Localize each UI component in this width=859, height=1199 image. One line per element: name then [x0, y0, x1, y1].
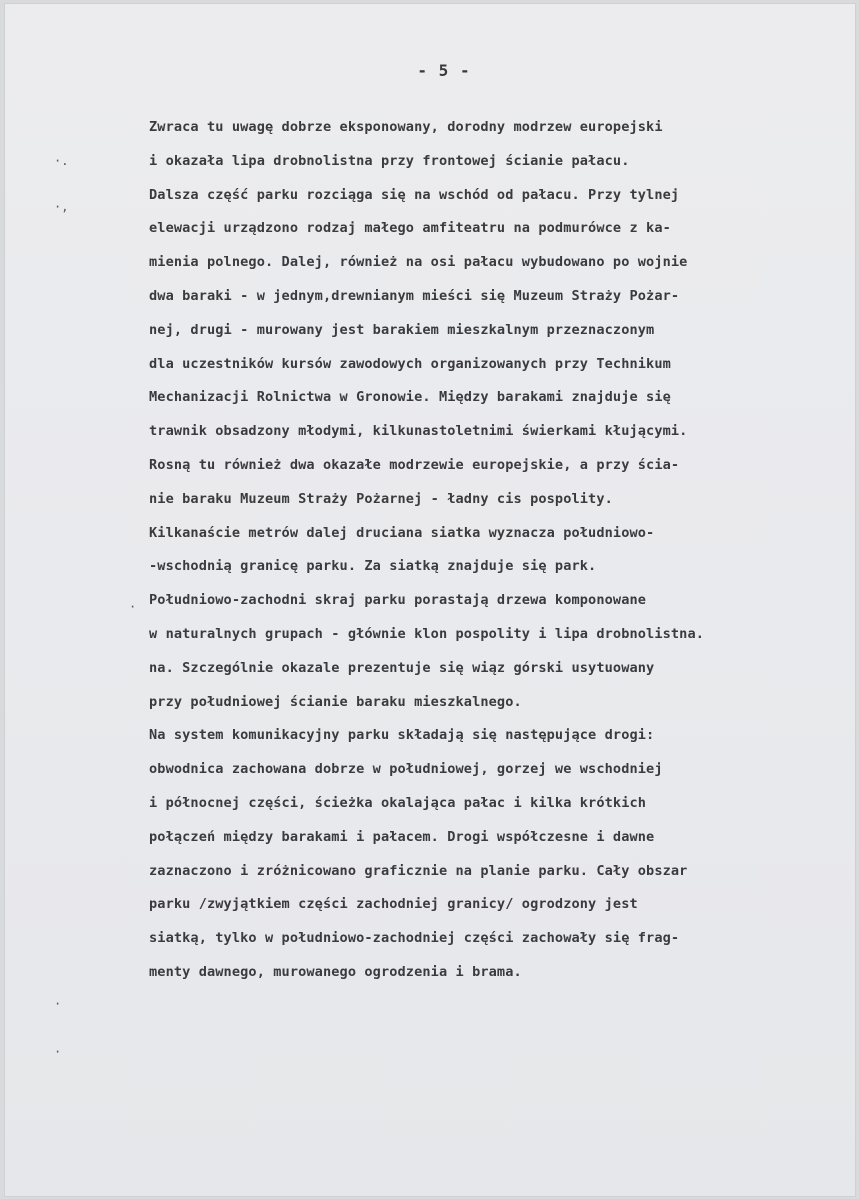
- text-line: i północnej części, ścieżka okalająca pałac i kilka krótkich: [149, 794, 647, 811]
- text-line: obwodnica zachowana dobrze w południowej, gorzej we wschodniej: [149, 761, 663, 778]
- text-line: nie baraku Muzeum Straży Pożarnej - ładny cis pospolity.: [149, 490, 613, 507]
- text-line: Mechanizacji Rolnictwa w Gronowie. Między barakami znajduje się: [149, 389, 671, 406]
- margin-speck: ·,: [54, 200, 69, 214]
- page-number: - 5 -: [417, 61, 471, 80]
- text-line: połączeń między barakami i pałacem. Drogi współczesne i dawne: [149, 828, 655, 845]
- margin-speck: ·: [129, 600, 137, 614]
- text-line: Na system komunikacyjny parku składają się następujące drogi:: [149, 727, 655, 744]
- margin-speck: ·: [54, 1045, 62, 1059]
- margin-speck: ·: [54, 997, 62, 1011]
- text-line: Zwraca tu uwagę dobrze eksponowany, dorodny modrzew europejski: [149, 119, 663, 135]
- text-line: mienia polnego. Dalej, również na osi pałacu wybudowano po wojnie: [149, 254, 688, 271]
- margin-speck: ·.: [54, 154, 69, 168]
- text-line: Południowo-zachodni skraj parku porastają drzewa komponowane: [149, 592, 647, 609]
- text-line: przy południowej ścianie baraku mieszkalnego.: [149, 693, 522, 710]
- typewritten-page: [4, 3, 856, 1197]
- text-line: Kilkanaście metrów dalej druciana siatka wyznacza południowo-: [149, 524, 655, 541]
- text-line: elewacji urządzono rodzaj małego amfiteatru na podmurówce z ka-: [149, 220, 671, 237]
- text-line: Rosną tu również dwa okazałe modrzewie europejskie, a przy ścia-: [149, 456, 680, 473]
- text-line: parku /zwyjątkiem części zachodniej granicy/ ogrodzony jest: [149, 896, 638, 913]
- text-line: dla uczestników kursów zawodowych organizowanych przy Technikum: [149, 355, 671, 372]
- text-line: trawnik obsadzony młodymi, kilkunastoletnimi świerkami kłującymi.: [149, 423, 688, 440]
- text-line: i okazała lipa drobnolistna przy frontowej ścianie pałacu.: [149, 152, 630, 169]
- text-line: siatką, tylko w południowo-zachodniej części zachowały się frag-: [149, 930, 680, 947]
- text-line: Dalsza część parku rozciąga się na wschód od pałacu. Przy tylnej: [149, 186, 680, 203]
- text-line: zaznaczono i zróżnicowano graficznie na planie parku. Cały obszar: [149, 862, 688, 879]
- text-line: w naturalnych grupach - głównie klon pospolity i lipa drobnolistna.: [149, 625, 705, 642]
- text-line: nej, drugi - murowany jest barakiem mieszkalnym przeznaczonym: [149, 321, 655, 338]
- text-line: menty dawnego, murowanego ogrodzenia i brama.: [149, 963, 522, 980]
- text-line: na. Szczególnie okazale prezentuje się wiąz górski usytuowany: [149, 659, 655, 676]
- text-line: -wschodnią granicę parku. Za siatką znajduje się park.: [149, 558, 597, 575]
- body-text: [149, 111, 839, 990]
- text-line: dwa baraki - w jednym,drewnianym mieści się Muzeum Straży Pożar-: [149, 287, 680, 304]
